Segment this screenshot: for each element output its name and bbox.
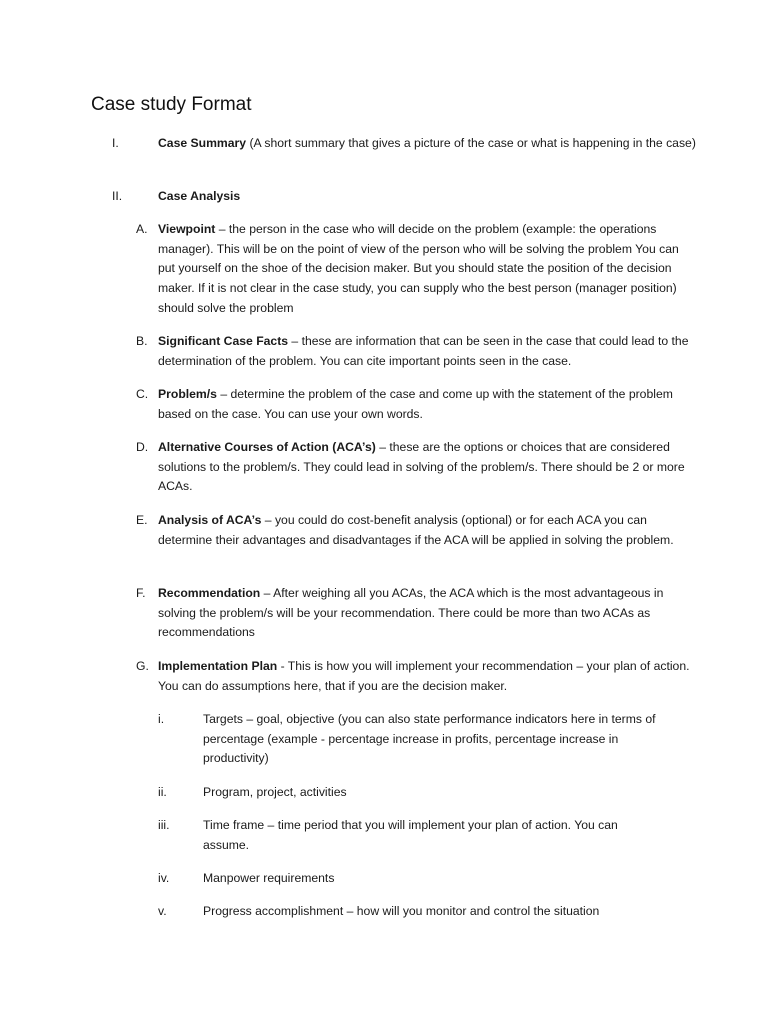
list-item-description: – determine the problem of the case and come up with the statement of the problem based on the case. You can use your own words. xyxy=(158,387,673,421)
list-item-description: - This is how you will implement your recommendation – your plan of action. You can do assumptions here, that if you are the decision maker. xyxy=(158,659,690,693)
sublist-marker: iv. xyxy=(158,871,170,885)
sublist-item-text: Targets – goal, objective (you can also state performance indicators here in terms of percentage (example - percentage increase in profits, percentage increase in productivity) xyxy=(203,712,656,766)
list-item-description: – you could do cost-benefit analysis (optional) or for each ACA you can determine their advantages and disadvantages if the ACA will be applied in solving the problem. xyxy=(158,513,674,547)
section-text xyxy=(158,134,718,154)
list-item-heading: Recommendation xyxy=(158,586,261,600)
document-title: Case study Format xyxy=(91,94,252,115)
sublist-marker: i. xyxy=(158,712,165,726)
section-heading: Case Summary xyxy=(158,136,247,150)
list-item-text xyxy=(158,385,694,424)
sublist-marker: iii. xyxy=(158,818,170,832)
list-item-heading: Significant Case Facts xyxy=(158,334,289,348)
sublist-marker: ii. xyxy=(158,785,167,799)
list-item-text xyxy=(158,332,694,371)
list-marker: F. xyxy=(136,586,146,600)
sublist-item-text: Program, project, activities xyxy=(203,785,347,799)
list-item-heading: Viewpoint xyxy=(158,222,216,236)
section-heading: Case Analysis xyxy=(158,189,241,203)
section-text xyxy=(158,187,718,207)
list-item-description: – the person in the case who will decide on the problem (example: the operations manager). This will be on the point of view of the person who will be solving the problem You can put yourself on the shoe of the decision maker. But you should state the position of the decision maker. If it is not clear in the case study, you can supply who the best person (manager position) should solve the problem xyxy=(158,222,679,315)
list-item-heading: Analysis of ACA’s xyxy=(158,513,262,527)
section-description: (A short summary that gives a picture of the case or what is happening in the case) xyxy=(246,136,696,150)
list-item-text xyxy=(158,438,694,497)
list-item-description: – After weighing all you ACAs, the ACA which is the most advantageous in solving the problem/s will be your recommendation. There could be more than two ACAs as recommendations xyxy=(158,586,664,640)
list-item-text xyxy=(158,220,694,319)
list-item-description: – these are the options or choices that are considered solutions to the problem/s. They could lead in solving of the problem/s. There should be 2 or more ACAs. xyxy=(158,440,685,494)
list-marker: E. xyxy=(136,513,148,527)
list-marker: G. xyxy=(136,659,149,673)
list-marker: C. xyxy=(136,387,149,401)
list-item-heading: Implementation Plan xyxy=(158,659,278,673)
sublist-marker: v. xyxy=(158,904,167,918)
section-marker: I. xyxy=(112,136,119,150)
list-item-heading: Problem/s xyxy=(158,387,217,401)
list-marker: A. xyxy=(136,222,148,236)
list-item-heading: Alternative Courses of Action (ACA’s) xyxy=(158,440,376,454)
section-marker: II. xyxy=(112,189,123,203)
list-item-text xyxy=(158,657,694,696)
list-marker: D. xyxy=(136,440,149,454)
sublist-item-text: Manpower requirements xyxy=(203,871,335,885)
list-item-text xyxy=(158,511,694,550)
list-item-text xyxy=(158,584,694,643)
list-marker: B. xyxy=(136,334,148,348)
sublist-item-text: Progress accomplishment – how will you monitor and control the situation xyxy=(203,904,600,918)
list-item-description: – these are information that can be seen in the case that could lead to the determination of the problem. You can cite important points seen in the case. xyxy=(158,334,689,368)
sublist-item-text: Time frame – time period that you will implement your plan of action. You can assume. xyxy=(203,818,618,852)
